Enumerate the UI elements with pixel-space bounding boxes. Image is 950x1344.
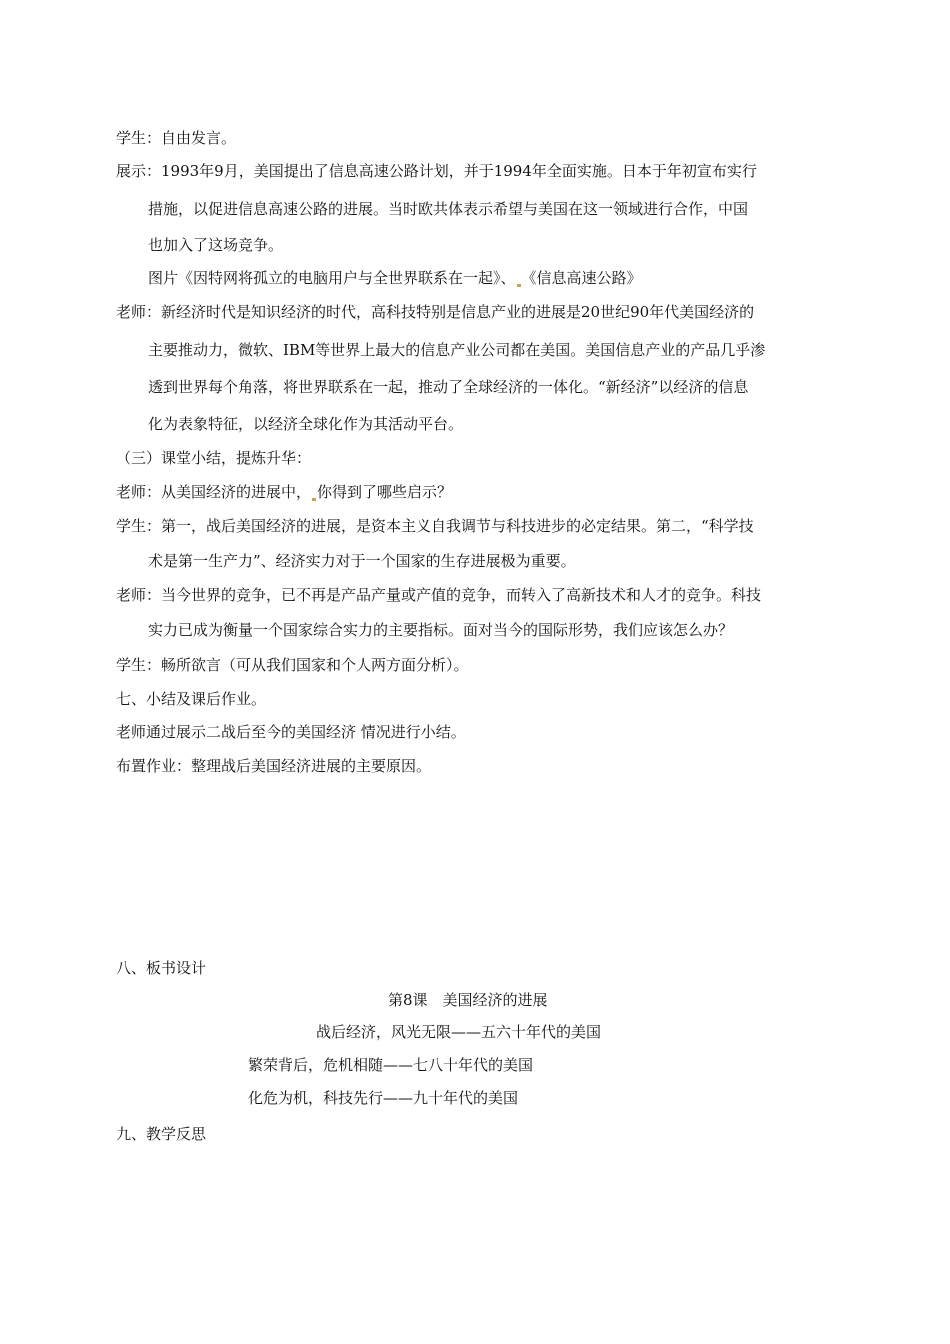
paragraph-line: 学生：第一，战后美国经济的进展，是资本主义自我调节与科技进步的必定结果。第二，“科学技: [116, 517, 754, 535]
paragraph-line: 老师：当今世界的竞争，已不再是产品产量或产值的竞争，而转入了高新技术和人才的竞争。科技: [116, 586, 762, 604]
board-line: 繁荣背后，危机相随——七八十年代的美国: [248, 1056, 534, 1074]
paragraph-line: 也加入了这场竞争。: [148, 236, 284, 254]
board-line: 战后经济，风光无限——五六十年代的美国: [316, 1023, 602, 1041]
paragraph-line: 老师通过展示二战后至今的美国经济 情况进行小结。: [116, 723, 466, 741]
paragraph-line: 化为表象特征，以经济全球化作为其活动平台。: [148, 415, 464, 433]
section-heading: （三）课堂小结，提炼升华：: [116, 449, 312, 467]
paragraph-line: [148, 268, 642, 288]
paragraph-line: 布置作业：整理战后美国经济进展的主要原因。: [116, 757, 432, 775]
paragraph-line: 措施，以促进信息高速公路的进展。当时欧共体表示希望与美国在这一领域进行合作，中国: [148, 200, 749, 218]
section-heading: 九、教学反思: [116, 1125, 207, 1143]
text-segment: 老师：从美国经济的进展中，: [116, 483, 312, 501]
text-segment: 图片《因特网将孤立的电脑用户与全世界联系在一起》、: [148, 269, 516, 287]
paragraph-line: 学生：自由发言。: [116, 129, 237, 147]
paragraph-line: [116, 482, 452, 502]
paragraph-line: 展示：1993年9月，美国提出了信息高速公路计划，并于1994年全面实施。日本于年初宣布实行: [116, 162, 757, 180]
paragraph-line: 实力已成为衡量一个国家综合实力的主要指标。面对当今的国际形势，我们应该怎么办？: [148, 621, 734, 639]
section-heading: 七、小结及课后作业。: [116, 690, 267, 708]
annotation-mark: [312, 498, 316, 501]
paragraph-line: 学生：畅所欲言（可从我们国家和个人两方面分析）。: [116, 656, 469, 674]
section-heading: 八、板书设计: [116, 959, 207, 977]
board-line: 化危为机，科技先行——九十年代的美国: [248, 1089, 519, 1107]
text-segment: 《信息高速公路》: [521, 269, 642, 287]
board-title: 第8课 美国经济的进展: [388, 991, 548, 1009]
paragraph-line: 透到世界每个角落，将世界联系在一起，推动了全球经济的一体化。“新经济”以经济的信息: [148, 378, 749, 396]
paragraph-line: 术是第一生产力”、经济实力对于一个国家的生存进展极为重要。: [148, 552, 576, 570]
text-segment: 你得到了哪些启示？: [317, 483, 453, 501]
paragraph-line: 老师：新经济时代是知识经济的时代，高科技特别是信息产业的进展是20世纪90年代美国经济的: [116, 303, 755, 321]
paragraph-line: 主要推动力，微软、IBM等世界上最大的信息产业公司都在美国。美国信息产业的产品几乎渗: [148, 341, 766, 359]
annotation-mark: [517, 284, 521, 287]
